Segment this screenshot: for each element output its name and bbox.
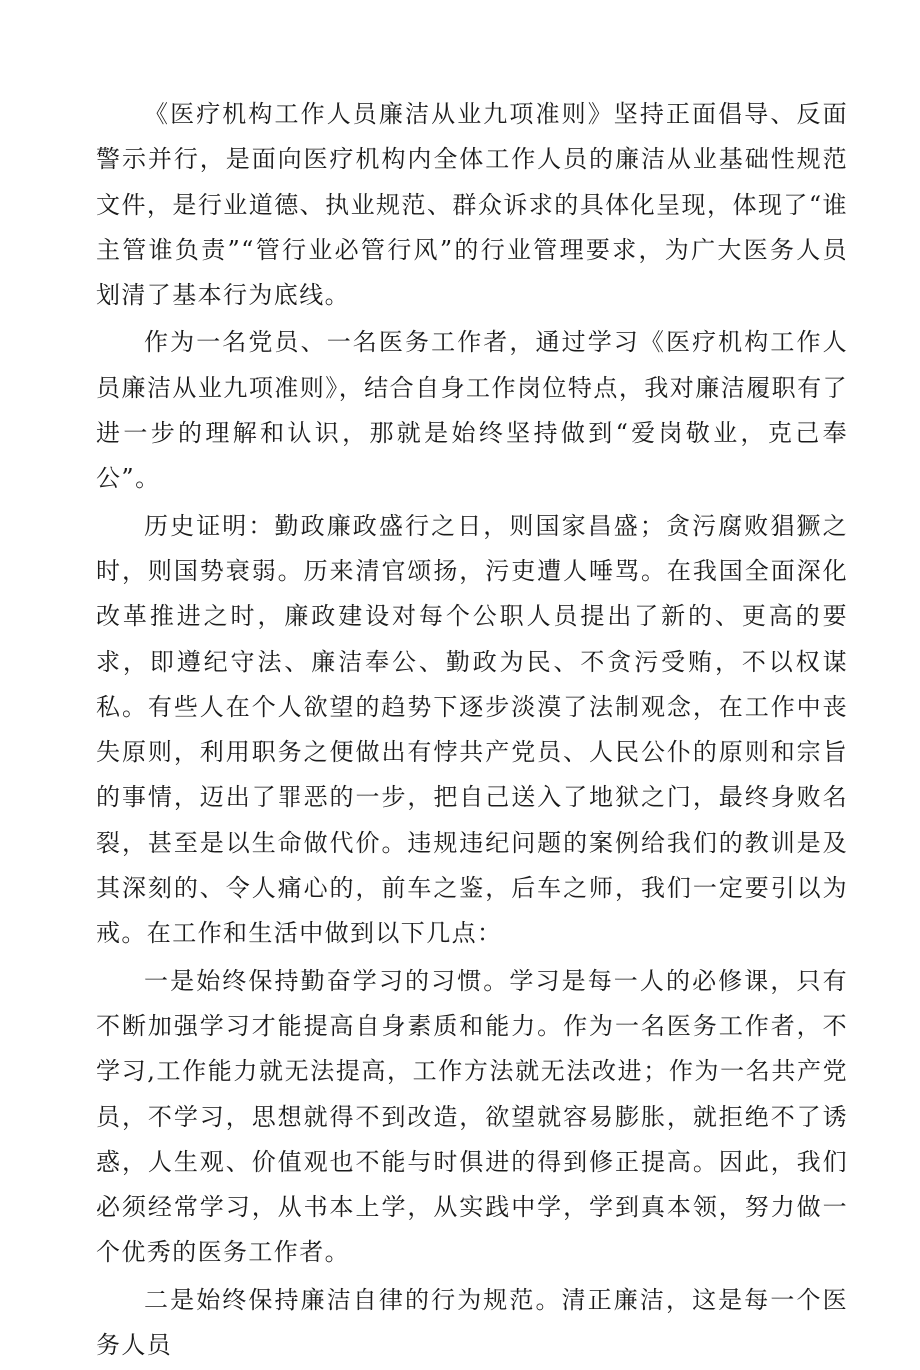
paragraph-historical-lessons: 历史证明：勤政廉政盛行之日，则国家昌盛；贪污腐败猖獗之时，则国势衰弱。历来清官颂扬，污吏遭人唾骂。在我国全面深化改革推进之时，廉政建设对每个公职人员提出了新的、更高的要求，即遵纪守法、廉洁奉公、勤政为民、不贪污受贿，不以权谋私。有些人在个人欲望的趋势下逐步淡漠了法制观念，在工作中丧失原则，利用职务之便做出有悖共产党员、人民公仆的原则和宗旨的事情，迈出了罪恶的一步，把自己送入了地狱之门，最终身败名裂，甚至是以生命做代价。违规违纪问题的案例给我们的教训是及其深刻的、令人痛心的，前车之鉴，后车之师，我们一定要引以为戒。在工作和生活中做到以下几点： <box>96 511 848 948</box>
paragraph-point-one-study: 一是始终保持勤奋学习的习惯。学习是每一人的必修课，只有不断加强学习才能提高自身素质和能力。作为一名医务工作者，不学习,工作能力就无法提高，工作方法就无法改进；作为一名共产党员，不学习，思想就得不到改造，欲望就容易膨胀，就拒绝不了诱惑，人生观、价值观也不能与时俱进的得到修正提高。因此，我们必须经常学习，从书本上学，从实践中学，学到真本领，努力做一个优秀的医务工作者。 <box>96 966 848 1267</box>
paragraph-intro-standards: 《医疗机构工作人员廉洁从业九项准则》坚持正面倡导、反面警示并行，是面向医疗机构内全体工作人员的廉洁从业基础性规范文件，是行业道德、执业规范、群众诉求的具体化呈现，体现了“谁主管谁负责”“管行业必管行风”的行业管理要求，为广大医务人员划清了基本行为底线。 <box>96 100 848 310</box>
paragraph-point-two-integrity: 二是始终保持廉洁自律的行为规范。清正廉洁，这是每一个医务人员 <box>96 1285 848 1360</box>
paragraph-personal-understanding: 作为一名党员、一名医务工作者，通过学习《医疗机构工作人员廉洁从业九项准则》，结合自身工作岗位特点，我对廉洁履职有了进一步的理解和认识，那就是始终坚持做到“爱岗敬业，克己奉公”。 <box>96 328 848 493</box>
document-body <box>96 92 848 1370</box>
